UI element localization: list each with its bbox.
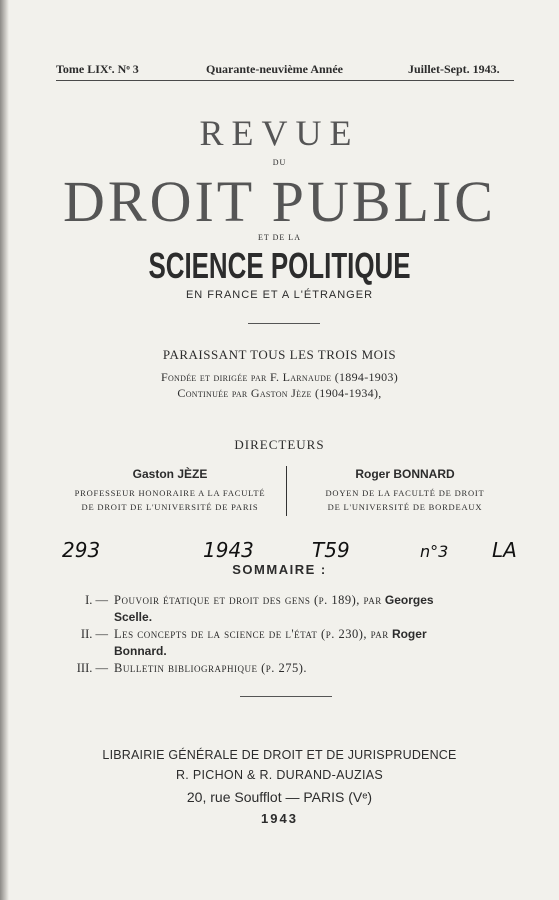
- director-left-name: Gaston JÈZE: [132, 467, 208, 481]
- year-of-publication: Quarante-neuvième Année: [206, 62, 343, 76]
- issue-date: Juillet-Sept. 1943.: [408, 62, 500, 76]
- divider-rule: [248, 323, 320, 324]
- director-right-name: Roger BONNARD: [355, 467, 455, 481]
- directors-heading: DIRECTEURS: [234, 437, 325, 452]
- directors-separator: [286, 466, 287, 516]
- director-left-title-2: DE DROIT DE L'UNIVERSITÉ DE PARIS: [81, 502, 259, 512]
- publisher-owners: R. PICHON & R. DURAND-AUZIAS: [175, 768, 384, 782]
- contents-item: [70, 626, 510, 660]
- publisher-address: 20, rue Soufflot — PARIS (Vᵉ): [186, 789, 373, 805]
- contents-heading: SOMMAIRE :: [232, 562, 327, 577]
- tome-number: Tome LIXᵉ. Nᵒ 3: [56, 62, 139, 76]
- item-number: II. —: [80, 627, 108, 641]
- item-author-cont: Bonnard.: [114, 644, 167, 658]
- handwritten-note-2: 1943: [203, 538, 254, 562]
- title-du: DU: [272, 158, 287, 167]
- founded-line: Fondée et dirigée par F. Larnaude (1894-1903): [160, 370, 398, 384]
- item-author: Roger: [391, 627, 427, 641]
- continued-line: Continuée par Gaston Jèze (1904-1934),: [177, 386, 382, 400]
- frequency-line: PARAISSANT TOUS LES TROIS MOIS: [162, 347, 397, 362]
- handwritten-note-4: n°3: [420, 542, 449, 561]
- title-subtitle: EN FRANCE ET A L'ÉTRANGER: [185, 289, 374, 301]
- header-rule: [56, 80, 514, 81]
- item-number: I. —: [85, 593, 108, 607]
- item-title: Bulletin bibliographique (p. 275).: [114, 661, 308, 675]
- handwritten-note-3: T59: [312, 538, 350, 562]
- handwritten-note-1: 293: [62, 538, 101, 562]
- item-author: Georges: [384, 593, 434, 607]
- title-et-de-la: ET DE LA: [258, 233, 301, 242]
- publication-year: 1943: [261, 811, 298, 826]
- director-left-title-1: PROFESSEUR HONORAIRE A LA FACULTÉ: [74, 488, 266, 498]
- director-right-title-2: DE L'UNIVERSITÉ DE BORDEAUX: [327, 502, 483, 512]
- title-science-politique: SCIENCE POLITIQUE: [148, 245, 411, 286]
- item-title: Les concepts de la science de l'état (p. 230), par: [114, 627, 389, 641]
- issue-header: [56, 62, 516, 80]
- item-number: III. —: [76, 661, 108, 675]
- divider-rule: [240, 696, 332, 697]
- contents-item: [70, 660, 510, 677]
- publisher-name: LIBRAIRIE GÉNÉRALE DE DROIT ET DE JURISPRUDENCE: [102, 748, 457, 762]
- item-author-cont: Scelle.: [114, 610, 153, 624]
- title-revue: REVUE: [199, 113, 360, 153]
- contents-item: [70, 592, 510, 626]
- title-droit-public: DROIT PUBLIC: [63, 169, 496, 234]
- item-title: Pouvoir étatique et droit des gens (p. 189), par: [114, 593, 382, 607]
- director-right-title-1: DOYEN DE LA FACULTÉ DE DROIT: [325, 488, 485, 498]
- handwritten-note-5: LA: [492, 538, 517, 562]
